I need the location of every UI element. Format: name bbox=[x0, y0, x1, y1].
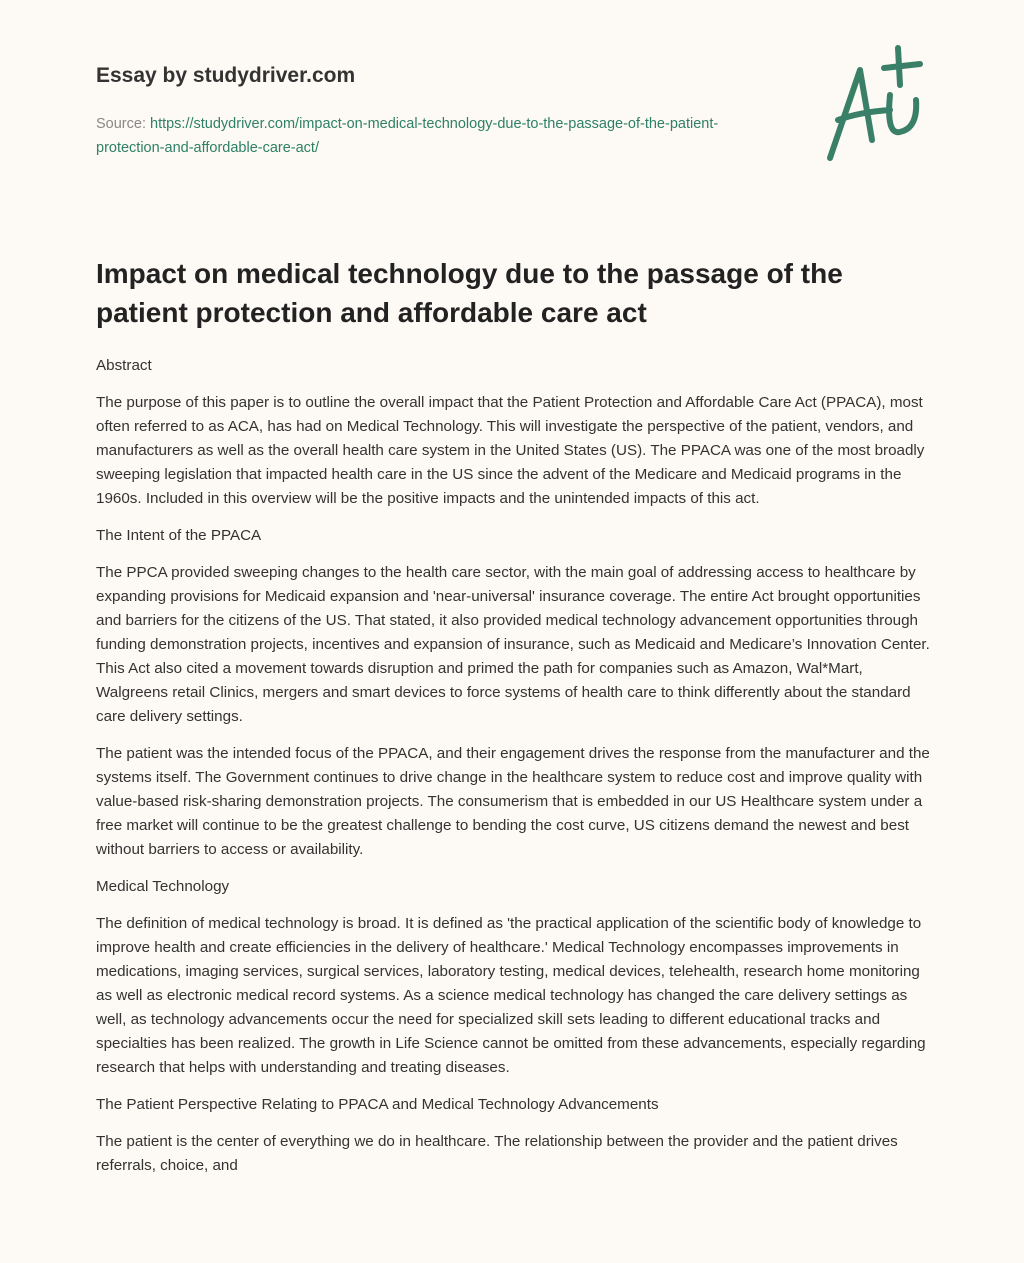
paragraph: The patient was the intended focus of the PPACA, and their engagement drives the response from the manufacturer and the systems itself. The Government continues to drive change in the healthcare system to reduce cost and improve quality with value-based risk-sharing demonstration projects. The consumerism that is embedded in our US Healthcare system under a free market will continue to be the greatest challenge to bending the cost curve, US citizens demand the newest and best without barriers to access or availability. bbox=[96, 745, 930, 858]
essay-title: Impact on medical technology due to the passage of the patient protection and affordable care act bbox=[96, 258, 843, 328]
section-heading: The Intent of the PPACA bbox=[96, 527, 262, 544]
paragraph: The purpose of this paper is to outline the overall impact that the Patient Protection and Affordable Care Act (PPACA), most often referred to as ACA, has had on Medical Technology. This will investigate the perspective of the patient, vendors, and manufacturers as well as the overall health care system in the United States (US). The PPACA was one of the most broadly sweeping legislation that impacted health care in the US since the advent of the Medicare and Medicaid programs in the 1960s. Included in this overview will be the positive impacts and the unintended impacts of this act. bbox=[96, 394, 925, 507]
paragraph: The definition of medical technology is broad. It is defined as 'the practical application of the scientific body of knowledge to improve health and create efficiencies in the delivery of healthcare.' Medical Technology encompasses improvements in medications, imaging services, surgical services, laboratory testing, medical devices, telehealth, research home monitoring as well as electronic medical record systems. As a science medical technology has changed the care delivery settings as well, as technology advancements occur the need for specialized skill sets leading to different educational tracks and specialties has been realized. The growth in Life Science cannot be omitted from these advancements, especially regarding research that helps with understanding and treating diseases. bbox=[96, 915, 926, 1076]
paragraph: The PPCA provided sweeping changes to the health care sector, with the main goal of addressing access to healthcare by expanding provisions for Medicaid expansion and 'near-universal' insurance coverage. The entire Act brought opportunities and barriers for the citizens of the US. That stated, it also provided medical technology advancement opportunities through funding demonstration projects, incentives and expansion of insurance, such as Medicaid and Medicare’s Innovation Center. This Act also cited a movement towards disruption and primed the path for companies such as Amazon, Wal*Mart, Walgreens retail Clinics, mergers and smart devices to force systems of health care to think differently about the standard care delivery settings. bbox=[96, 564, 930, 725]
section-heading: The Patient Perspective Relating to PPACA and Medical Technology Advancements bbox=[96, 1096, 659, 1113]
source-line bbox=[96, 112, 776, 160]
site-brand: Essay by studydriver.com bbox=[96, 64, 356, 87]
essay-body bbox=[96, 354, 934, 1191]
a-plus-logo bbox=[820, 40, 930, 165]
source-label: Source: bbox=[96, 116, 150, 132]
section-heading: Abstract bbox=[96, 357, 152, 374]
source-link[interactable]: https://studydriver.com/impact-on-medical-technology-due-to-the-passage-of-the-patient-protection-and-affordable-care-act/ bbox=[96, 116, 719, 156]
paragraph: The patient is the center of everything we do in healthcare. The relationship between the provider and the patient drives referrals, choice, and bbox=[96, 1133, 898, 1174]
section-heading: Medical Technology bbox=[96, 878, 230, 895]
